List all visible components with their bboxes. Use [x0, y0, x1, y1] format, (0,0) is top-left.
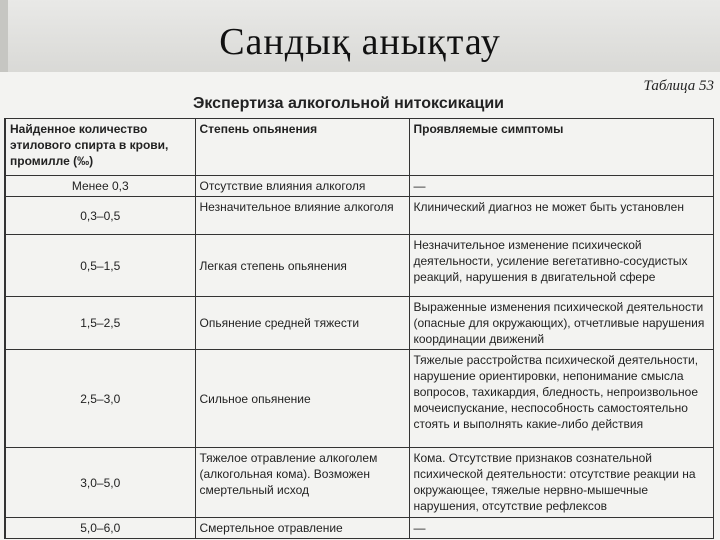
- table-row: [5, 350, 713, 448]
- table-number: Таблица 53: [643, 78, 714, 94]
- cell-degree: Тяжелое отравление алкоголем (алкогольная кома). Возможен смертельный исход: [195, 448, 409, 518]
- cell-symptoms: Кома. Отсутствие признаков сознательной психической деятельности: отсутствие реакции на окружающее, тяжелые нервно-мышечные нарушения, отсутствие рефлексов: [409, 448, 713, 518]
- cell-amount: 3,0–5,0: [5, 448, 195, 518]
- table-header-row: [5, 119, 713, 176]
- cell-degree: Опьянение средней тяжести: [195, 297, 409, 350]
- cell-amount: 1,5–2,5: [5, 297, 195, 350]
- cell-degree: Незначительное влияние алкоголя: [195, 197, 409, 235]
- cell-amount: 0,3–0,5: [5, 197, 195, 235]
- slide-header: [0, 0, 720, 72]
- table-row: [5, 448, 713, 518]
- cell-symptoms: —: [409, 518, 713, 539]
- cell-degree: Смертельное отравление: [195, 518, 409, 539]
- slide-title: Сандық анықтау: [219, 21, 501, 63]
- cell-symptoms: Клинический диагноз не может быть установлен: [409, 197, 713, 235]
- cell-symptoms: Выраженные изменения психической деятельности (опасные для окружающих), отчетливые нарушения координации движений: [409, 297, 713, 350]
- table-row: [5, 518, 713, 539]
- table-row: [5, 197, 713, 235]
- column-header-symptoms: Проявляемые симптомы: [409, 119, 713, 176]
- cell-symptoms: Незначительное изменение психической деятельности, усиление вегетативно-сосудистых реакций, нарушения в двигательной сфере: [409, 235, 713, 297]
- table-row: [5, 235, 713, 297]
- cell-amount: 0,5–1,5: [5, 235, 195, 297]
- cell-amount: 2,5–3,0: [5, 350, 195, 448]
- cell-degree: Отсутствие влияния алкоголя: [195, 176, 409, 197]
- cell-degree: Легкая степень опьянения: [195, 235, 409, 297]
- column-header-amount: Найденное количество этилового спирта в крови, промилле (‰): [5, 119, 195, 176]
- intoxication-table: [4, 118, 714, 539]
- table-title: Экспертиза алкогольной нитоксикации: [193, 95, 504, 112]
- table-row: [5, 297, 713, 350]
- cell-symptoms: Тяжелые расстройства психической деятельности, нарушение ориентировки, непонимание смысла вопросов, тахикардия, бледность, непроизвольное мочеиспускание, неспособность самостоятельно стоять и выполнять какие-либо действия: [409, 350, 713, 448]
- cell-symptoms: —: [409, 176, 713, 197]
- table-row: [5, 176, 713, 197]
- cell-amount: 5,0–6,0: [5, 518, 195, 539]
- column-header-degree: Степень опьянения: [195, 119, 409, 176]
- cell-amount: Менее 0,3: [5, 176, 195, 197]
- cell-degree: Сильное опьянение: [195, 350, 409, 448]
